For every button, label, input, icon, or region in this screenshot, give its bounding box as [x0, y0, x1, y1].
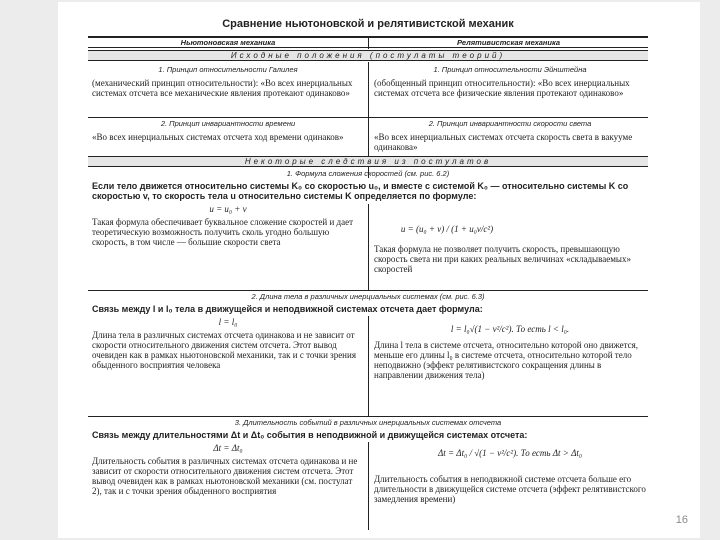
consequence3-left-text: Длительность события в различных системах отсчета одинакова и не зависит от скорости относительного движения систем отсчета. Этот вывод очевиден как в рамках ньютоновской механики (см. постулат 2), так и с точки зрения обыденного восприятия — [92, 456, 358, 496]
page-number: 16 — [675, 514, 688, 526]
consequence3-right-text: Длительность события в неподвижной системе отсчета больше его длительности в движущейся системе отсчета (эффект релятивистского замедления времени) — [374, 474, 646, 504]
principle2-right-text: «Во всех инерциальных системах отсчета скорость света в вакууме одинакова» — [374, 132, 633, 152]
consequence2-right-text: Длина l тела в системе отсчета, относительно которой оно движется, меньше его длины l₀ в системе отсчета, относительно которой тело неподвижно (эффект релятивистского сокращения длины в направлении движения тела) — [374, 340, 639, 380]
consequence1-right-formula: u = (u₀ + v) / (1 + u₀v/c²) — [400, 224, 494, 234]
consequence2-left-text: Длина тела в различных системах отсчета одинакова и не зависит от скорости относительного движения систем отсчета. Этот вывод очевиден как в рамках ньютоновской механики, так и с точки зрения обыденного восприятия человека — [92, 330, 356, 370]
principle1-left-title: 1. Принцип относительности Галилея — [158, 65, 298, 74]
column-divider — [368, 204, 369, 290]
section-postulates: Исходные положения (постулаты теорий) — [88, 50, 648, 61]
principle2-right-title: 2. Принцип инвариантности скорости света — [428, 119, 592, 128]
header-newton: Ньютоновская механика — [180, 38, 276, 47]
header-relativity: Релятивистская механика — [368, 38, 648, 49]
principle2-left-text: «Во всех инерциальных системах отсчета ход времени одинаков» — [92, 132, 344, 142]
consequence1-title: 1. Формула сложения скоростей (см. рис. 6.2) — [286, 169, 450, 178]
consequence3-intro: Связь между длительностями Δt и Δt₀ события в неподвижной и движущейся системах отсчета: — [92, 430, 528, 440]
consequence2-right-formula: l = l₀√(1 − v²/c²). То есть l < l₀. — [450, 324, 570, 334]
divider — [88, 117, 648, 118]
document-title: Сравнение ньютоновской и релятивистской механик — [222, 18, 514, 30]
consequence3-title: 3. Длительность событий в различных инерциальных системах отсчета — [234, 418, 502, 427]
consequence3-right-formula: Δt = Δt₀ / √(1 − v²/c²). То есть Δt > Δt₀ — [437, 448, 583, 458]
consequence2-intro: Связь между l и l₀ тела в движущейся и неподвижной системах отсчета дает формула: — [92, 304, 483, 314]
consequence2-title: 2. Длина тела в различных инерциальных системах (см. рис. 6.3) — [251, 292, 485, 301]
divider — [88, 416, 648, 417]
consequence3-left-formula: Δt = Δt₀ — [213, 443, 243, 453]
divider — [88, 290, 648, 291]
principle2-left-title: 2. Принцип инвариантности времени — [160, 119, 296, 128]
principle1-left-text: (механический принцип относительности): «Во всех инерциальных системах отсчета все механические явления протекают одинаково» — [92, 78, 353, 98]
column-headers — [88, 36, 648, 48]
scanned-document — [88, 18, 648, 530]
column-divider — [368, 316, 369, 416]
principle1-right-text: (обобщенный принцип относительности): «Во всех инерциальных системах отсчета все физические явления протекают одинаково» — [374, 78, 630, 98]
consequence1-left-text: Такая формула обеспечивает буквальное сложение скоростей и дает теоретическую возможность получить сколь угодно большую скорость, в том числе — большие скорости света — [92, 217, 354, 247]
consequence1-intro: Если тело движется относительно системы K₀ со скоростью u₀, и вместе с системой K₀ — относительно системы K со скоростью v, то скорость тела u относительно системы K определяется по формуле: — [92, 181, 629, 201]
consequence2-left-formula: l = l₀ — [218, 317, 238, 327]
consequence1-left-formula: u = u₀ + v — [209, 204, 247, 214]
principle1-right-title: 1. Принцип относительности Эйнштейна — [433, 65, 587, 74]
column-divider — [368, 442, 369, 530]
consequence1-right-text: Такая формула не позволяет получить скорость, превышающую скорость света ни при каких реальных величинах «складываемых» скоростей — [374, 244, 631, 274]
section-consequences: Некоторые следствия из постулатов — [88, 156, 648, 167]
